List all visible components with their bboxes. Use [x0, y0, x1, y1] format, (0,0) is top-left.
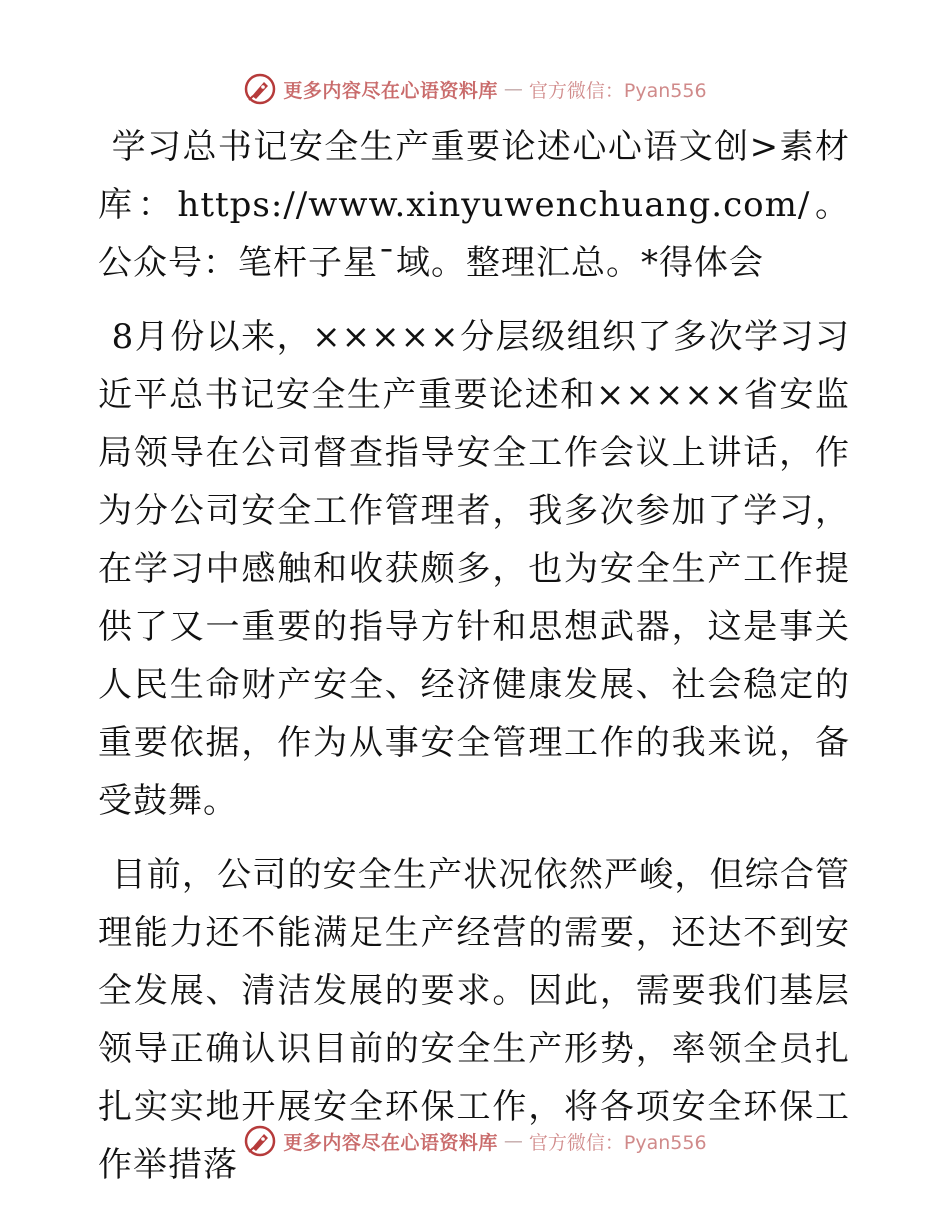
watermark-left-text: 更多内容尽在心语资料库	[283, 79, 498, 102]
paragraph-1: 8月份以来，×××××分层级组织了多次学习习近平总书记安全生产重要论述和×××××省安监局领导在公司督查指导安全工作会议上讲话，作为分公司安全工作管理者，我多次参加了学习，在学习中感触和收获颇多，也为安全生产工作提供了又一重要的指导方针和思想武器，这是事关人民生命财产安全、经济健康发展、社会稳定的重要依据，作为从事安全管理工作的我来说，备受鼓舞。	[98, 317, 850, 821]
pen-nib-icon	[243, 72, 277, 106]
paragraph-2: 目前，公司的安全生产状况依然严峻，但综合管理能力还不能满足生产经营的需要，还达不到安全发展、清洁发展的要求。因此，需要我们基层领导正确认识目前的安全生产形势，率领全员扎扎实实地开展安全环保工作，将各项安全环保工作举措落	[98, 855, 850, 1185]
watermark-separator: —	[503, 1130, 523, 1152]
watermark-left-text: 更多内容尽在心语资料库	[283, 1131, 498, 1154]
footer-watermark-banner	[0, 1124, 950, 1158]
paragraph-title: 学习总书记安全生产重要论述心心语文创>素材库：https://www.xinyuwenchuang.com/。公众号：笔杆子星¯域。整理汇总。*得体会	[98, 127, 850, 283]
watermark-separator: —	[503, 78, 523, 100]
watermark-right-text: 官方微信：Pyan556	[528, 1131, 707, 1154]
pen-nib-icon	[243, 1124, 277, 1158]
watermark-right-text: 官方微信：Pyan556	[528, 79, 707, 102]
document-body	[98, 118, 850, 1210]
header-watermark-banner	[0, 72, 950, 106]
